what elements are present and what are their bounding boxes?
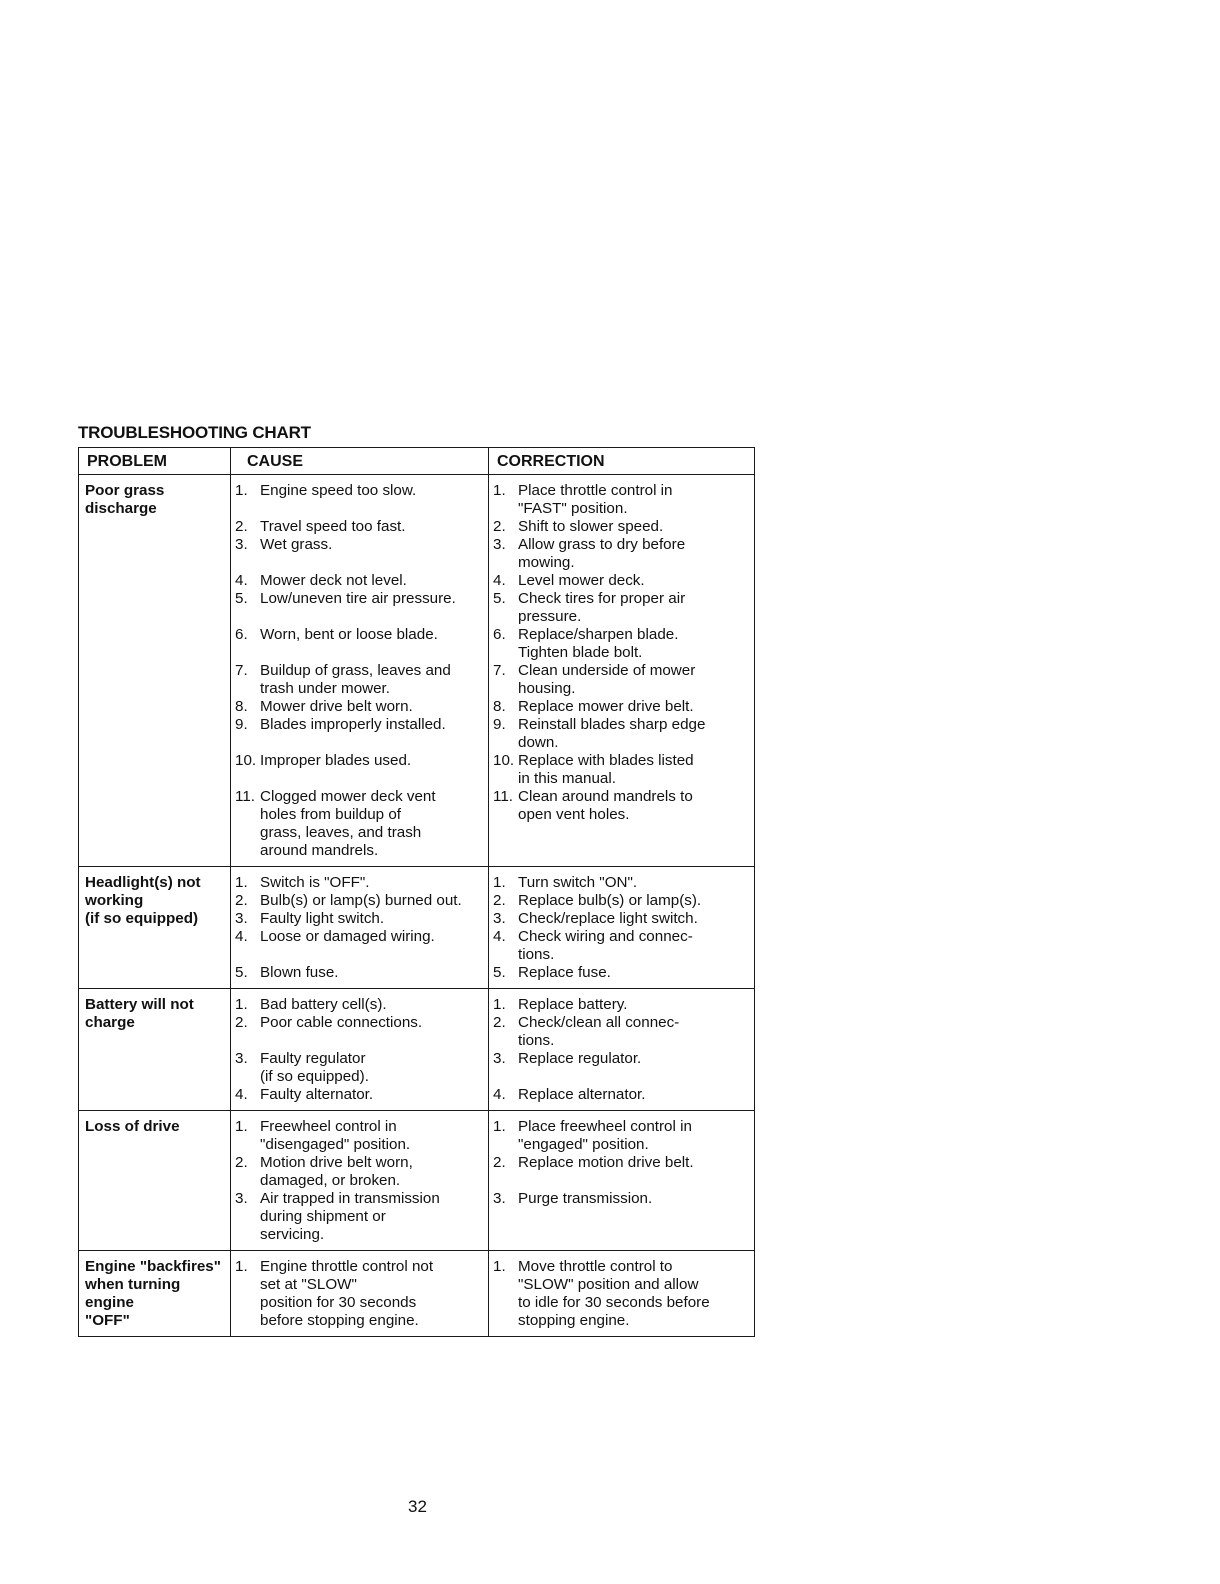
cause-item-text: Motion drive belt worn, damaged, or broken. [260,1154,413,1189]
problem-cell [79,1111,231,1251]
cause-item [235,698,484,716]
cause-item-number: 2. [235,1014,248,1031]
correction-item-text: Check tires for proper air pressure. [518,590,686,625]
correction-item-number: 2. [493,892,506,909]
cause-item [235,716,484,734]
correction-item-number: 1. [493,1258,506,1275]
correction-item-text: Reinstall blades sharp edge down. [518,716,706,751]
correction-item-text: Replace regulator. [518,1050,642,1067]
page-number: 32 [408,1497,427,1516]
cause-item-text: Improper blades used. [260,752,412,769]
correction-item-text: Clean around mandrels to open vent holes. [518,788,693,823]
cause-item-text: Freewheel control in "disengaged" position. [260,1118,411,1153]
table-body [79,475,755,1337]
cause-item-number: 1. [235,874,248,891]
correction-item-text: Allow grass to dry before mowing. [518,536,686,571]
cause-list [235,482,484,860]
cause-item-text: Faulty regulator (if so equipped). [260,1050,369,1085]
correction-item [493,996,750,1014]
cause-item-text: Bad battery cell(s). [260,996,387,1013]
correction-item [493,572,750,590]
correction-item-text: Level mower deck. [518,572,645,589]
correction-item [493,482,750,518]
correction-item-text: Place throttle control in "FAST" position. [518,482,673,517]
cause-item [235,752,484,770]
cause-item-number: 2. [235,518,248,535]
correction-item-number: 8. [493,698,506,715]
cause-item [235,788,484,860]
cause-item-number: 3. [235,910,248,927]
cause-list [235,874,484,982]
cause-item-text: Wet grass. [260,536,333,553]
cause-item [235,964,484,982]
correction-cell [489,475,755,867]
header-cause: CAUSE [231,448,489,475]
problem-cell [79,867,231,989]
cause-item-number: 4. [235,1086,248,1103]
cause-item [235,996,484,1014]
cause-item-text: Poor cable connections. [260,1014,423,1031]
correction-item-number: 1. [493,482,506,499]
table-row [79,867,755,989]
cause-item-text: Blades improperly installed. [260,716,446,733]
correction-item [493,892,750,910]
correction-item-text: Replace/sharpen blade. Tighten blade bolt. [518,626,679,661]
correction-item-text: Replace motion drive belt. [518,1154,694,1171]
table-row [79,475,755,867]
cause-item-number: 3. [235,536,248,553]
header-correction: CORRECTION [489,448,755,475]
correction-item [493,536,750,572]
cause-item-number: 3. [235,1190,248,1207]
cause-item-number: 8. [235,698,248,715]
correction-item-number: 5. [493,964,506,981]
correction-item-text: Purge transmission. [518,1190,653,1207]
correction-list [493,482,750,824]
table-header-row [79,448,755,475]
problem-cell [79,989,231,1111]
correction-item-text: Shift to slower speed. [518,518,664,535]
correction-item-text: Replace fuse. [518,964,611,981]
cause-item [235,1190,484,1244]
correction-item-number: 10. [493,752,515,769]
problem-cell [79,475,231,867]
correction-item-number: 11. [493,788,513,805]
cause-item-number: 1. [235,482,248,499]
correction-list [493,874,750,982]
cause-item-text: Loose or damaged wiring. [260,928,435,945]
cause-list [235,1118,484,1244]
correction-item [493,928,750,964]
cause-item-text: Faulty alternator. [260,1086,374,1103]
cause-item-number: 1. [235,1258,248,1275]
cause-item-text: Air trapped in transmission during shipment or servicing. [260,1190,440,1243]
cause-item-number: 9. [235,716,248,733]
table-row [79,989,755,1111]
correction-item [493,874,750,892]
correction-list [493,1118,750,1208]
cause-item-number: 4. [235,928,248,945]
cause-item-text: Faulty light switch. [260,910,385,927]
correction-cell [489,1111,755,1251]
cause-item [235,1258,484,1330]
correction-item-number: 2. [493,1014,506,1031]
cause-item-text: Engine throttle control not set at "SLOW" position for 30 seconds before stopping engine. [260,1258,434,1329]
cause-item-number: 2. [235,1154,248,1171]
problem-label: Poor grass discharge [85,482,165,517]
correction-item [493,662,750,698]
correction-item [493,1258,750,1330]
correction-item [493,716,750,752]
cause-item-number: 2. [235,892,248,909]
correction-item-text: Replace bulb(s) or lamp(s). [518,892,702,909]
problem-cell [79,1251,231,1337]
correction-item-text: Place freewheel control in "engaged" position. [518,1118,692,1153]
cause-item-number: 10. [235,752,257,769]
correction-cell [489,989,755,1111]
correction-item-text: Replace with blades listed in this manual. [518,752,694,787]
cause-item-text: Blown fuse. [260,964,339,981]
cause-item-text: Worn, bent or loose blade. [260,626,438,643]
cause-item-text: Buildup of grass, leaves and trash under mower. [260,662,451,697]
correction-cell [489,1251,755,1337]
cause-item-number: 3. [235,1050,248,1067]
cause-item-text: Low/uneven tire air pressure. [260,590,456,607]
cause-item [235,928,484,946]
correction-item-number: 2. [493,518,506,535]
correction-item-text: Replace battery. [518,996,628,1013]
cause-item-text: Mower drive belt worn. [260,698,413,715]
correction-item-text: Check/replace light switch. [518,910,698,927]
cause-cell [231,989,489,1111]
correction-item-text: Replace alternator. [518,1086,646,1103]
correction-item [493,698,750,716]
correction-item-text: Turn switch "ON". [518,874,638,891]
cause-item [235,1014,484,1032]
correction-item [493,1014,750,1050]
correction-item-number: 3. [493,536,506,553]
cause-item-number: 5. [235,964,248,981]
cause-list [235,996,484,1104]
cause-item-number: 1. [235,1118,248,1135]
correction-item-number: 3. [493,1190,506,1207]
correction-item [493,626,750,662]
cause-item-text: Engine speed too slow. [260,482,417,499]
troubleshooting-table [78,447,755,1337]
cause-item-number: 6. [235,626,248,643]
cause-item [235,626,484,644]
correction-item-number: 1. [493,996,506,1013]
cause-item [235,572,484,590]
correction-item-number: 4. [493,1086,506,1103]
correction-item [493,964,750,982]
problem-label: Loss of drive [85,1118,180,1135]
correction-item [493,1118,750,1154]
cause-item [235,1154,484,1190]
table-row [79,1111,755,1251]
correction-item-number: 1. [493,874,506,891]
cause-item-number: 7. [235,662,248,679]
cause-cell [231,475,489,867]
cause-item-text: Switch is "OFF". [260,874,370,891]
correction-item [493,590,750,626]
problem-label: Battery will not charge [85,996,194,1031]
cause-item [235,1086,484,1104]
cause-item [235,874,484,892]
cause-item-text: Bulb(s) or lamp(s) burned out. [260,892,462,909]
cause-cell [231,867,489,989]
correction-item-number: 2. [493,1154,506,1171]
cause-item [235,892,484,910]
cause-item [235,518,484,536]
correction-item [493,1190,750,1208]
correction-item-number: 1. [493,1118,506,1135]
correction-item-text: Move throttle control to "SLOW" position and allow to idle for 30 seconds before stopping engine. [518,1258,710,1329]
correction-item-text: Replace mower drive belt. [518,698,694,715]
cause-list [235,1258,484,1330]
correction-item-number: 3. [493,1050,506,1067]
cause-item [235,910,484,928]
correction-item-number: 9. [493,716,506,733]
problem-label: Headlight(s) not working (if so equipped) [85,874,201,927]
correction-item-number: 6. [493,626,506,643]
correction-item-text: Clean underside of mower housing. [518,662,696,697]
correction-item [493,518,750,536]
problem-label: Engine "backfires" when turning engine "OFF" [85,1258,221,1329]
cause-item-number: 11. [235,788,255,805]
correction-item-number: 3. [493,910,506,927]
cause-item-text: Mower deck not level. [260,572,407,589]
correction-item [493,910,750,928]
correction-item [493,1154,750,1172]
cause-item-number: 5. [235,590,248,607]
cause-item-number: 1. [235,996,248,1013]
cause-item [235,662,484,698]
correction-item [493,752,750,788]
cause-item-number: 4. [235,572,248,589]
cause-item-text: Travel speed too fast. [260,518,406,535]
correction-item [493,1086,750,1104]
cause-cell [231,1111,489,1251]
correction-item-number: 5. [493,590,506,607]
cause-item [235,1118,484,1154]
header-problem: PROBLEM [79,448,231,475]
correction-item-number: 7. [493,662,506,679]
table-row [79,1251,755,1337]
cause-item [235,590,484,608]
cause-item [235,482,484,500]
correction-item [493,788,750,824]
correction-item-number: 4. [493,928,506,945]
cause-cell [231,1251,489,1337]
correction-list [493,1258,750,1330]
cause-item [235,1050,484,1086]
correction-item [493,1050,750,1068]
correction-cell [489,867,755,989]
chart-title: TROUBLESHOOTING CHART [78,423,311,442]
correction-item-number: 4. [493,572,506,589]
correction-item-text: Check wiring and connec- tions. [518,928,693,963]
correction-item-text: Check/clean all connec- tions. [518,1014,680,1049]
cause-item [235,536,484,554]
correction-list [493,996,750,1104]
cause-item-text: Clogged mower deck vent holes from buildup of grass, leaves, and trash around mandrels. [260,788,436,859]
